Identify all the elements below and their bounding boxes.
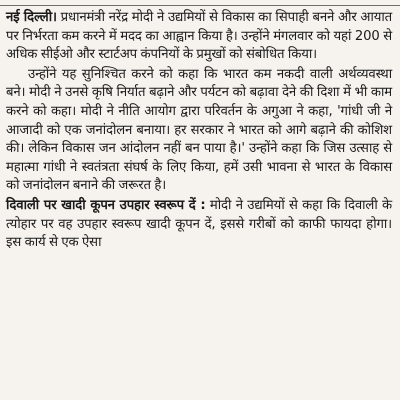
paragraph-1 xyxy=(6,9,392,65)
paragraph-2-text: उन्होंने यह सुनिश्चित करने को कहा कि भारत कम नकदी वाली अर्थव्यवस्था बने। मोदी ने उनसे कृषि निर्यात बढ़ाने और पर्यटन को बढ़ावा देने की दिशा में भी काम करने को कहा। मोदी ने नीति आयोग द्वारा परिवर्तन के अगुआ ने कहा, 'गांधी जी ने आजादी को एक जनांदोलन बनाया। हर सरकार ने भारत को आगे बढ़ाने की कोशिश की। लेकिन विकास जन आंदोलन नहीं बन पाया है।' उन्होंने कहा कि जिस उत्साह से महात्मा गांधी ने स्वतंत्रता संघर्ष के लिए किया, हमें उसी भावना से भारत के विकास को जनांदोलन बनाने की जरूरत है। xyxy=(6,66,392,194)
paragraph-3 xyxy=(6,197,392,253)
paragraph-3-text: मोदी ने उद्यमियों से कहा कि दिवाली के त्योहार पर वह उपहार स्वरूप खादी कूपन दें, इससे गरीबों को काफी फायदा होगा। इस कार्य से एक ऐसा xyxy=(6,197,392,251)
top-divider-line xyxy=(0,5,400,6)
dateline: नई दिल्ली। xyxy=(6,10,57,25)
paragraph-1-text: प्रधानमंत्री नरेंद्र मोदी ने उद्यमियों से विकास का सिपाही बनने और आयात पर निर्भरता कम करने में मदद का आह्वान किया है। उन्होंने मंगलवार को यहां 200 से अधिक सीईओ और स्टार्टअप कंपनियों के प्रमुखों को संबोधित किया। xyxy=(6,10,392,63)
article-column xyxy=(6,9,392,254)
paragraph-2 xyxy=(6,66,392,196)
subheading: दिवाली पर खादी कूपन उपहार स्वरूप दें : xyxy=(6,197,206,213)
